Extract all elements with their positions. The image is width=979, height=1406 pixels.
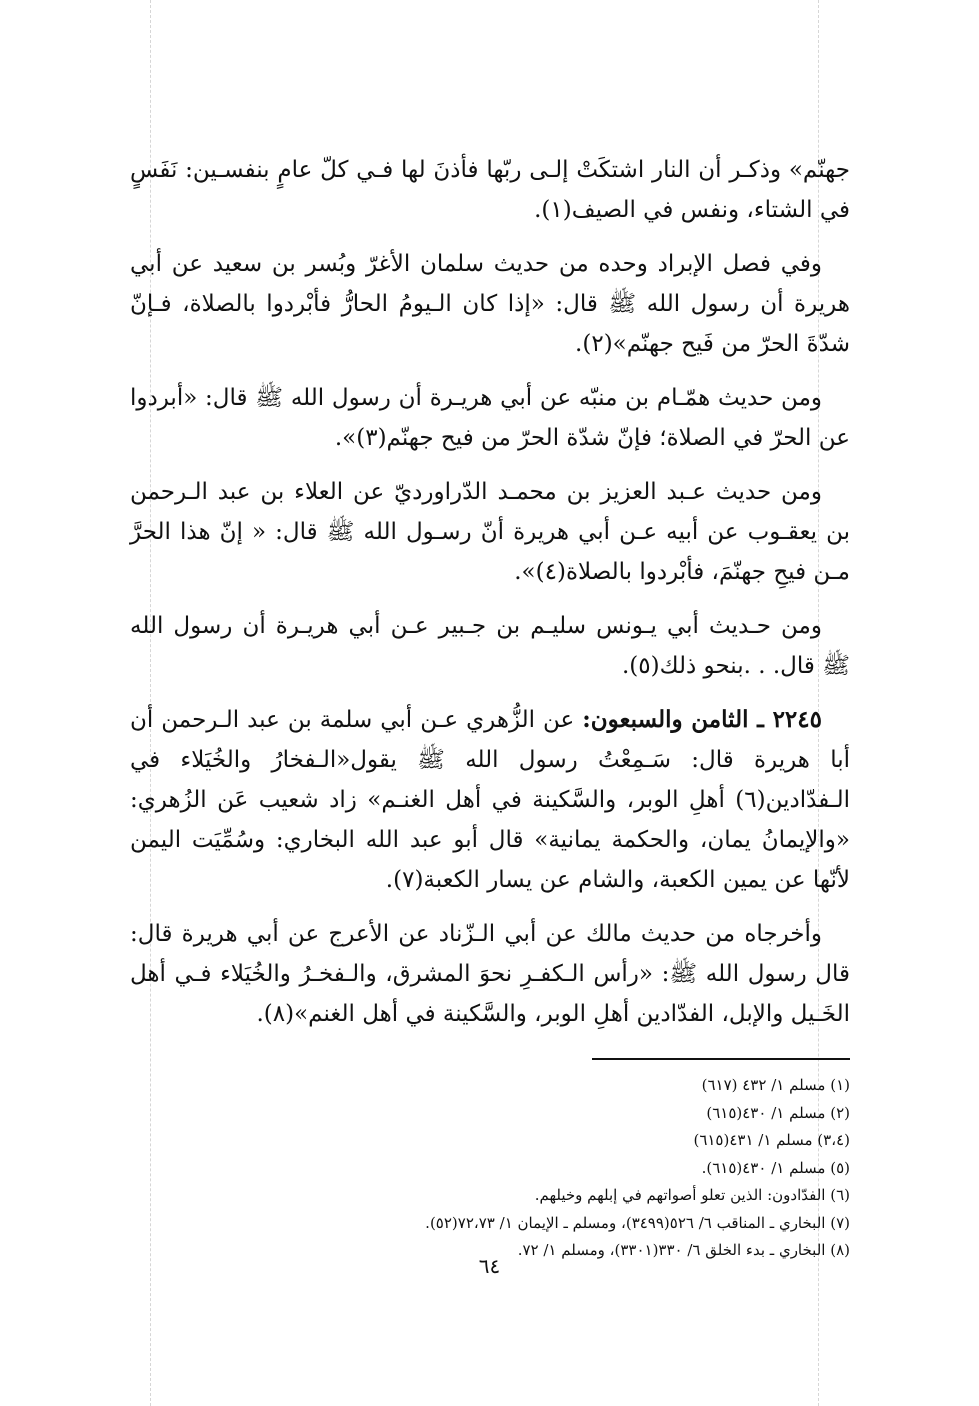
paragraph-text: ومن حديث همّـام بن منبّه عن أبي هريـرة أن رسول الله ﷺ قال: «أبردوا عن الحرّ في الصلاة؛ فإنّ شدّة الحرّ من فيح جهنّم(٣)». bbox=[130, 385, 850, 451]
paragraph-text: وأخرجاه من حديث مالك عن أبي الـزّناد عن الأعرج عن أبي هريرة قال: قال رسول الله ﷺ: «رأس الـكفـرِ نحوَ المشرق، والـفخـرُ والخُيَلاء فـي أهل الخَـيل والإبل، الفدّادين أهلِ الوبر، والسَّكينة في أهل الغنم»(٨). bbox=[130, 921, 850, 1027]
footnote: (٦) الفدّادون: الذين تعلو أصواتهم في إبلهم وخيلهم. bbox=[534, 1186, 850, 1204]
paragraph-text: جهنّم» وذكـر أن النار اشتكَتْ إلـى ربّها فأذنَ لها فـي كلّ عامٍ بنفسـين: نَفَسٍ في الشتاء، ونفس في الصيف(١). bbox=[130, 157, 850, 223]
hadith-entry bbox=[130, 700, 850, 900]
paragraph bbox=[130, 914, 850, 1034]
paragraph bbox=[130, 378, 850, 458]
page-body bbox=[130, 150, 850, 1265]
footnote: (٨) البخاري ـ بدء الخلق ٦/ ٣٣٠(٣٣٠١)، ومسلم ١/ ٧٢. bbox=[517, 1241, 850, 1259]
paragraph-text: وفي فصل الإبراد وحده من حديث سلمان الأغرّ وبُسر بن سعيد عن أبي هريرة أن رسول الله ﷺ قال: «إذا كان الـيومُ الحارُّ فأبْردوا بالصلاة، فـإنّ شدّةَ الحرّ من فَيح جهنّم»(٢). bbox=[130, 251, 850, 357]
paragraph bbox=[130, 606, 850, 686]
paragraph bbox=[130, 150, 850, 230]
footnote: (٢) مسلم ١/ ٤٣٠(٦١٥) bbox=[706, 1103, 850, 1122]
footnote: (١) مسلم ١/ ٤٣٢ (٦١٧) bbox=[701, 1076, 850, 1094]
hadith-heading: ٢٢٤٥ ـ الثامن والسبعون: bbox=[582, 706, 822, 733]
paragraph bbox=[130, 244, 850, 364]
footnote: (٧) البخاري ـ المناقب ٦/ ٥٢٦(٣٤٩٩)، ومسلم ـ الإيمان ١/ ٧٢،٧٣(٥٢). bbox=[425, 1213, 850, 1232]
footnote-separator bbox=[592, 1058, 850, 1060]
footnote: (٣،٤) مسلم ١/ ٤٣١(٦١٥) bbox=[693, 1131, 850, 1149]
paragraph-text: ومن حديث عـبد العزيز بن محمـد الدّراورديّ عن العلاء بن عبد الـرحمن بن يعقـوب عن أبيه عـن أبي هريرة أنّ رسـول الله ﷺ قال: « إنّ هذا الحرَّ مـن فيحِ جهنّمَ، فأبْردوا بالصلاة(٤)». bbox=[130, 479, 850, 585]
page-number: ٦٤ bbox=[478, 1254, 501, 1278]
footnotes bbox=[130, 1072, 850, 1265]
paragraph-text: ومن حـديث أبي يـونس سليـم بن جـبير عـن أبي هريـرة أن رسول الله ﷺ قال. . .بنحو ذلك(٥). bbox=[130, 613, 850, 679]
footnote: (٥) مسلم ١/ ٤٣٠(٦١٥). bbox=[701, 1158, 850, 1177]
paragraph-text: عن الزُّهري عـن أبي سلمة بن عبد الـرحمن أن أبا هريرة قال: سَـمِعْتُ رسول الله ﷺ يقول«الـفخارُ والخُيَلاء في الـفدّادين(٦) أهلِ الوبر، والسَّكينة في أهل الغنـم» زاد شعيب عَن الزُهري: «والإيمانُ يمان، والحكمة يمانية» قال أبو عبد الله البخاري: وسُمِّيَت اليمن لأنّها عن يمين الكعبة، والشام عن يسار الكعبة(٧). bbox=[130, 707, 850, 893]
paragraph bbox=[130, 472, 850, 592]
